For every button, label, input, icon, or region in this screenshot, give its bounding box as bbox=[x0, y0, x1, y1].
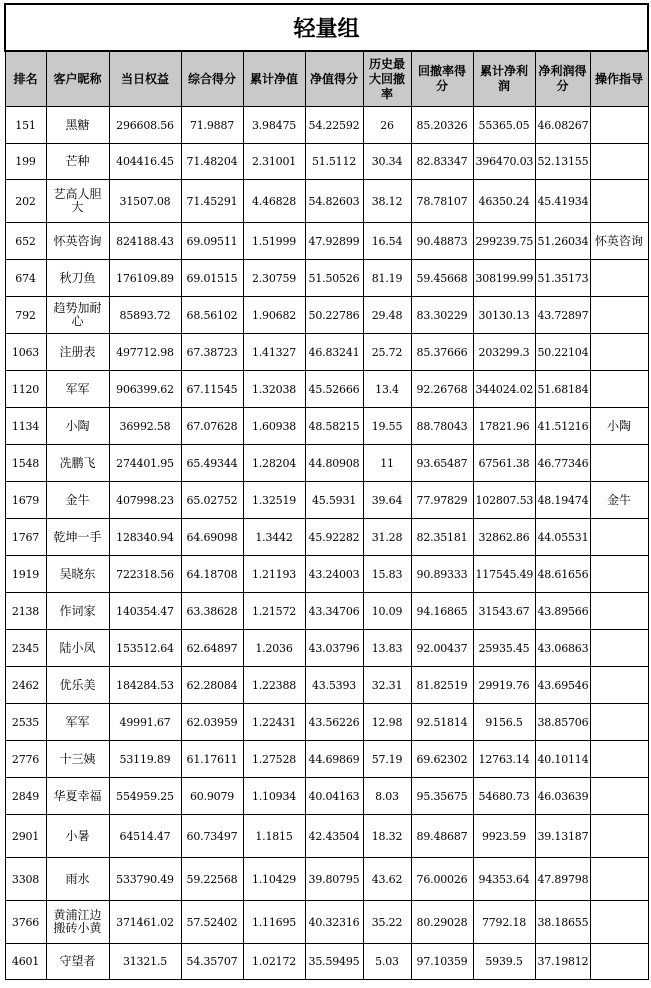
drawdown-score-cell: 83.30229 bbox=[411, 297, 473, 334]
profit-score-cell: 46.03639 bbox=[535, 778, 590, 815]
net-profit-cell: 117545.49 bbox=[473, 556, 535, 593]
drawdown-score-cell: 59.45668 bbox=[411, 260, 473, 297]
rank-cell: 2462 bbox=[5, 667, 46, 704]
rank-cell: 2776 bbox=[5, 741, 46, 778]
guidance-cell bbox=[590, 144, 648, 180]
drawdown-score-cell: 94.16865 bbox=[411, 593, 473, 630]
net-profit-cell: 308199.99 bbox=[473, 260, 535, 297]
guidance-cell bbox=[590, 593, 648, 630]
nickname-cell: 陆小凤 bbox=[46, 630, 109, 667]
max-drawdown-cell: 39.64 bbox=[363, 482, 411, 519]
nav-score-cell: 45.5931 bbox=[305, 482, 363, 519]
table-row bbox=[5, 180, 648, 223]
guidance-cell bbox=[590, 667, 648, 704]
table-row bbox=[5, 858, 648, 901]
nav-score-cell: 51.50526 bbox=[305, 260, 363, 297]
rank-cell: 1120 bbox=[5, 371, 46, 408]
drawdown-score-cell: 69.62302 bbox=[411, 741, 473, 778]
profit-score-cell: 51.35173 bbox=[535, 260, 590, 297]
guidance-cell bbox=[590, 297, 648, 334]
table-row bbox=[5, 667, 648, 704]
max-drawdown-cell: 32.31 bbox=[363, 667, 411, 704]
total-score-cell: 71.9887 bbox=[181, 107, 243, 144]
col-header-net-profit: 累计净利润 bbox=[473, 51, 535, 107]
guidance-cell: 小陶 bbox=[590, 408, 648, 445]
profit-score-cell: 50.22104 bbox=[535, 334, 590, 371]
profit-score-cell: 43.72897 bbox=[535, 297, 590, 334]
nav-score-cell: 43.24003 bbox=[305, 556, 363, 593]
equity-cell: 906399.62 bbox=[109, 371, 181, 408]
rank-cell: 1919 bbox=[5, 556, 46, 593]
net-profit-cell: 9923.59 bbox=[473, 815, 535, 858]
nav-cell: 4.46828 bbox=[243, 180, 305, 223]
drawdown-score-cell: 81.82519 bbox=[411, 667, 473, 704]
guidance-cell bbox=[590, 944, 648, 980]
rank-cell: 3766 bbox=[5, 901, 46, 944]
nav-score-cell: 48.58215 bbox=[305, 408, 363, 445]
nav-cell: 1.22431 bbox=[243, 704, 305, 741]
table-row bbox=[5, 334, 648, 371]
profit-score-cell: 52.13155 bbox=[535, 144, 590, 180]
profit-score-cell: 48.19474 bbox=[535, 482, 590, 519]
max-drawdown-cell: 35.22 bbox=[363, 901, 411, 944]
nickname-cell: 军军 bbox=[46, 371, 109, 408]
nickname-cell: 华夏幸福 bbox=[46, 778, 109, 815]
nav-cell: 1.1815 bbox=[243, 815, 305, 858]
guidance-cell bbox=[590, 107, 648, 144]
profit-score-cell: 44.05531 bbox=[535, 519, 590, 556]
rank-cell: 792 bbox=[5, 297, 46, 334]
profit-score-cell: 39.13187 bbox=[535, 815, 590, 858]
max-drawdown-cell: 26 bbox=[363, 107, 411, 144]
guidance-cell bbox=[590, 334, 648, 371]
net-profit-cell: 203299.3 bbox=[473, 334, 535, 371]
nickname-cell: 吴晓东 bbox=[46, 556, 109, 593]
guidance-cell bbox=[590, 519, 648, 556]
rank-cell: 202 bbox=[5, 180, 46, 223]
net-profit-cell: 102807.53 bbox=[473, 482, 535, 519]
rank-cell: 1767 bbox=[5, 519, 46, 556]
table-row bbox=[5, 901, 648, 944]
net-profit-cell: 67561.38 bbox=[473, 445, 535, 482]
table-row bbox=[5, 944, 648, 980]
net-profit-cell: 9156.5 bbox=[473, 704, 535, 741]
nickname-cell: 小陶 bbox=[46, 408, 109, 445]
drawdown-score-cell: 88.78043 bbox=[411, 408, 473, 445]
drawdown-score-cell: 77.97829 bbox=[411, 482, 473, 519]
nav-score-cell: 43.56226 bbox=[305, 704, 363, 741]
table-row bbox=[5, 815, 648, 858]
nickname-cell: 金牛 bbox=[46, 482, 109, 519]
max-drawdown-cell: 12.98 bbox=[363, 704, 411, 741]
total-score-cell: 65.49344 bbox=[181, 445, 243, 482]
guidance-cell bbox=[590, 704, 648, 741]
total-score-cell: 62.03959 bbox=[181, 704, 243, 741]
profit-score-cell: 51.68184 bbox=[535, 371, 590, 408]
equity-cell: 128340.94 bbox=[109, 519, 181, 556]
nav-cell: 1.51999 bbox=[243, 223, 305, 260]
nickname-cell: 怀英咨询 bbox=[46, 223, 109, 260]
drawdown-score-cell: 92.51814 bbox=[411, 704, 473, 741]
drawdown-score-cell: 89.48687 bbox=[411, 815, 473, 858]
nav-cell: 1.11695 bbox=[243, 901, 305, 944]
max-drawdown-cell: 8.03 bbox=[363, 778, 411, 815]
equity-cell: 404416.45 bbox=[109, 144, 181, 180]
nav-cell: 1.28204 bbox=[243, 445, 305, 482]
nav-cell: 1.90682 bbox=[243, 297, 305, 334]
rank-cell: 2849 bbox=[5, 778, 46, 815]
nav-cell: 1.21572 bbox=[243, 593, 305, 630]
total-score-cell: 69.09511 bbox=[181, 223, 243, 260]
nav-cell: 1.10934 bbox=[243, 778, 305, 815]
equity-cell: 296608.56 bbox=[109, 107, 181, 144]
net-profit-cell: 32862.86 bbox=[473, 519, 535, 556]
table-row bbox=[5, 741, 648, 778]
total-score-cell: 68.56102 bbox=[181, 297, 243, 334]
nav-score-cell: 46.83241 bbox=[305, 334, 363, 371]
nav-score-cell: 50.22786 bbox=[305, 297, 363, 334]
rank-cell: 1679 bbox=[5, 482, 46, 519]
drawdown-score-cell: 90.89333 bbox=[411, 556, 473, 593]
nav-cell: 1.2036 bbox=[243, 630, 305, 667]
drawdown-score-cell: 85.37666 bbox=[411, 334, 473, 371]
table-title: 轻量组 bbox=[5, 4, 648, 51]
guidance-cell bbox=[590, 556, 648, 593]
nav-score-cell: 43.03796 bbox=[305, 630, 363, 667]
rank-cell: 652 bbox=[5, 223, 46, 260]
max-drawdown-cell: 30.34 bbox=[363, 144, 411, 180]
nav-score-cell: 44.69869 bbox=[305, 741, 363, 778]
drawdown-score-cell: 85.20326 bbox=[411, 107, 473, 144]
rank-cell: 2901 bbox=[5, 815, 46, 858]
max-drawdown-cell: 31.28 bbox=[363, 519, 411, 556]
table-row bbox=[5, 519, 648, 556]
drawdown-score-cell: 90.48873 bbox=[411, 223, 473, 260]
rank-cell: 2138 bbox=[5, 593, 46, 630]
guidance-cell bbox=[590, 180, 648, 223]
equity-cell: 824188.43 bbox=[109, 223, 181, 260]
table-row bbox=[5, 223, 648, 260]
nav-score-cell: 54.82603 bbox=[305, 180, 363, 223]
table-row bbox=[5, 371, 648, 408]
drawdown-score-cell: 92.26768 bbox=[411, 371, 473, 408]
ranking-sheet bbox=[4, 3, 647, 980]
nickname-cell: 趋势加耐心 bbox=[46, 297, 109, 334]
col-header-drawdown-score: 回撤率得分 bbox=[411, 51, 473, 107]
rank-cell: 199 bbox=[5, 144, 46, 180]
col-header-profit-score: 净利润得分 bbox=[535, 51, 590, 107]
profit-score-cell: 43.69546 bbox=[535, 667, 590, 704]
drawdown-score-cell: 82.83347 bbox=[411, 144, 473, 180]
profit-score-cell: 38.18655 bbox=[535, 901, 590, 944]
guidance-cell bbox=[590, 630, 648, 667]
rank-cell: 2535 bbox=[5, 704, 46, 741]
nickname-cell: 十三姨 bbox=[46, 741, 109, 778]
nickname-cell: 小暑 bbox=[46, 815, 109, 858]
max-drawdown-cell: 57.19 bbox=[363, 741, 411, 778]
profit-score-cell: 45.41934 bbox=[535, 180, 590, 223]
nav-score-cell: 43.5393 bbox=[305, 667, 363, 704]
ranking-table bbox=[4, 3, 649, 980]
nav-cell: 1.27528 bbox=[243, 741, 305, 778]
total-score-cell: 60.73497 bbox=[181, 815, 243, 858]
net-profit-cell: 12763.14 bbox=[473, 741, 535, 778]
nav-score-cell: 45.52666 bbox=[305, 371, 363, 408]
col-header-nav-score: 净值得分 bbox=[305, 51, 363, 107]
nav-cell: 2.30759 bbox=[243, 260, 305, 297]
max-drawdown-cell: 43.62 bbox=[363, 858, 411, 901]
col-header-total-score: 综合得分 bbox=[181, 51, 243, 107]
total-score-cell: 71.48204 bbox=[181, 144, 243, 180]
nav-score-cell: 40.04163 bbox=[305, 778, 363, 815]
nickname-cell: 军军 bbox=[46, 704, 109, 741]
total-score-cell: 60.9079 bbox=[181, 778, 243, 815]
nav-score-cell: 45.92282 bbox=[305, 519, 363, 556]
rank-cell: 1548 bbox=[5, 445, 46, 482]
net-profit-cell: 46350.24 bbox=[473, 180, 535, 223]
profit-score-cell: 37.19812 bbox=[535, 944, 590, 980]
nickname-cell: 冼鹏飞 bbox=[46, 445, 109, 482]
table-row bbox=[5, 778, 648, 815]
total-score-cell: 67.11545 bbox=[181, 371, 243, 408]
profit-score-cell: 41.51216 bbox=[535, 408, 590, 445]
net-profit-cell: 55365.05 bbox=[473, 107, 535, 144]
net-profit-cell: 396470.03 bbox=[473, 144, 535, 180]
net-profit-cell: 5939.5 bbox=[473, 944, 535, 980]
guidance-cell bbox=[590, 815, 648, 858]
equity-cell: 722318.56 bbox=[109, 556, 181, 593]
equity-cell: 140354.47 bbox=[109, 593, 181, 630]
guidance-cell: 金牛 bbox=[590, 482, 648, 519]
equity-cell: 85893.72 bbox=[109, 297, 181, 334]
col-header-nav: 累计净值 bbox=[243, 51, 305, 107]
guidance-cell bbox=[590, 778, 648, 815]
max-drawdown-cell: 18.32 bbox=[363, 815, 411, 858]
rank-cell: 1063 bbox=[5, 334, 46, 371]
max-drawdown-cell: 16.54 bbox=[363, 223, 411, 260]
total-score-cell: 67.07628 bbox=[181, 408, 243, 445]
table-row bbox=[5, 556, 648, 593]
nav-score-cell: 44.80908 bbox=[305, 445, 363, 482]
equity-cell: 49991.67 bbox=[109, 704, 181, 741]
equity-cell: 31507.08 bbox=[109, 180, 181, 223]
equity-cell: 407998.23 bbox=[109, 482, 181, 519]
col-header-equity: 当日权益 bbox=[109, 51, 181, 107]
nav-cell: 2.31001 bbox=[243, 144, 305, 180]
max-drawdown-cell: 29.48 bbox=[363, 297, 411, 334]
table-row bbox=[5, 445, 648, 482]
net-profit-cell: 17821.96 bbox=[473, 408, 535, 445]
table-row bbox=[5, 408, 648, 445]
profit-score-cell: 51.26034 bbox=[535, 223, 590, 260]
nav-score-cell: 39.80795 bbox=[305, 858, 363, 901]
net-profit-cell: 7792.18 bbox=[473, 901, 535, 944]
equity-cell: 184284.53 bbox=[109, 667, 181, 704]
total-score-cell: 54.35707 bbox=[181, 944, 243, 980]
net-profit-cell: 344024.02 bbox=[473, 371, 535, 408]
col-header-guidance: 操作指导 bbox=[590, 51, 648, 107]
drawdown-score-cell: 82.35181 bbox=[411, 519, 473, 556]
profit-score-cell: 48.61656 bbox=[535, 556, 590, 593]
nav-cell: 1.02172 bbox=[243, 944, 305, 980]
table-row bbox=[5, 144, 648, 180]
nav-cell: 1.32038 bbox=[243, 371, 305, 408]
rank-cell: 1134 bbox=[5, 408, 46, 445]
col-header-max-drawdown: 历史最大回撤率 bbox=[363, 51, 411, 107]
drawdown-score-cell: 80.29028 bbox=[411, 901, 473, 944]
total-score-cell: 71.45291 bbox=[181, 180, 243, 223]
drawdown-score-cell: 78.78107 bbox=[411, 180, 473, 223]
total-score-cell: 62.64897 bbox=[181, 630, 243, 667]
equity-cell: 64514.47 bbox=[109, 815, 181, 858]
nickname-cell: 优乐美 bbox=[46, 667, 109, 704]
equity-cell: 53119.89 bbox=[109, 741, 181, 778]
table-row bbox=[5, 297, 648, 334]
total-score-cell: 61.17611 bbox=[181, 741, 243, 778]
total-score-cell: 69.01515 bbox=[181, 260, 243, 297]
profit-score-cell: 43.89566 bbox=[535, 593, 590, 630]
max-drawdown-cell: 38.12 bbox=[363, 180, 411, 223]
drawdown-score-cell: 93.65487 bbox=[411, 445, 473, 482]
table-row bbox=[5, 593, 648, 630]
header-row bbox=[5, 51, 648, 107]
drawdown-score-cell: 92.00437 bbox=[411, 630, 473, 667]
equity-cell: 36992.58 bbox=[109, 408, 181, 445]
max-drawdown-cell: 11 bbox=[363, 445, 411, 482]
net-profit-cell: 29919.76 bbox=[473, 667, 535, 704]
profit-score-cell: 38.85706 bbox=[535, 704, 590, 741]
max-drawdown-cell: 19.55 bbox=[363, 408, 411, 445]
nickname-cell: 守望者 bbox=[46, 944, 109, 980]
rank-cell: 2345 bbox=[5, 630, 46, 667]
guidance-cell bbox=[590, 858, 648, 901]
equity-cell: 274401.95 bbox=[109, 445, 181, 482]
drawdown-score-cell: 76.00026 bbox=[411, 858, 473, 901]
nickname-cell: 黑糖 bbox=[46, 107, 109, 144]
equity-cell: 176109.89 bbox=[109, 260, 181, 297]
nickname-cell: 乾坤一手 bbox=[46, 519, 109, 556]
table-row bbox=[5, 704, 648, 741]
nav-score-cell: 35.59495 bbox=[305, 944, 363, 980]
profit-score-cell: 43.06863 bbox=[535, 630, 590, 667]
guidance-cell bbox=[590, 741, 648, 778]
nav-cell: 1.60938 bbox=[243, 408, 305, 445]
rank-cell: 151 bbox=[5, 107, 46, 144]
nav-cell: 1.32519 bbox=[243, 482, 305, 519]
max-drawdown-cell: 13.83 bbox=[363, 630, 411, 667]
table-row bbox=[5, 630, 648, 667]
net-profit-cell: 54680.73 bbox=[473, 778, 535, 815]
equity-cell: 31321.5 bbox=[109, 944, 181, 980]
nav-cell: 1.22388 bbox=[243, 667, 305, 704]
rank-cell: 674 bbox=[5, 260, 46, 297]
net-profit-cell: 94353.64 bbox=[473, 858, 535, 901]
nav-score-cell: 51.5112 bbox=[305, 144, 363, 180]
nickname-cell: 秋刀鱼 bbox=[46, 260, 109, 297]
table-body bbox=[5, 107, 648, 980]
nav-score-cell: 47.92899 bbox=[305, 223, 363, 260]
nickname-cell: 黄浦江边搬砖小黄 bbox=[46, 901, 109, 944]
equity-cell: 533790.49 bbox=[109, 858, 181, 901]
nav-cell: 1.41327 bbox=[243, 334, 305, 371]
nav-cell: 1.10429 bbox=[243, 858, 305, 901]
equity-cell: 554959.25 bbox=[109, 778, 181, 815]
total-score-cell: 59.22568 bbox=[181, 858, 243, 901]
nav-score-cell: 54.22592 bbox=[305, 107, 363, 144]
profit-score-cell: 46.08267 bbox=[535, 107, 590, 144]
max-drawdown-cell: 5.03 bbox=[363, 944, 411, 980]
nickname-cell: 注册表 bbox=[46, 334, 109, 371]
total-score-cell: 57.52402 bbox=[181, 901, 243, 944]
net-profit-cell: 299239.75 bbox=[473, 223, 535, 260]
equity-cell: 497712.98 bbox=[109, 334, 181, 371]
nav-score-cell: 43.34706 bbox=[305, 593, 363, 630]
max-drawdown-cell: 25.72 bbox=[363, 334, 411, 371]
nickname-cell: 艺高人胆大 bbox=[46, 180, 109, 223]
equity-cell: 153512.64 bbox=[109, 630, 181, 667]
nav-cell: 1.3442 bbox=[243, 519, 305, 556]
profit-score-cell: 40.10114 bbox=[535, 741, 590, 778]
total-score-cell: 67.38723 bbox=[181, 334, 243, 371]
nav-cell: 3.98475 bbox=[243, 107, 305, 144]
drawdown-score-cell: 97.10359 bbox=[411, 944, 473, 980]
nav-cell: 1.21193 bbox=[243, 556, 305, 593]
nickname-cell: 作词家 bbox=[46, 593, 109, 630]
net-profit-cell: 30130.13 bbox=[473, 297, 535, 334]
col-header-rank: 排名 bbox=[5, 51, 46, 107]
net-profit-cell: 25935.45 bbox=[473, 630, 535, 667]
col-header-nickname: 客户昵称 bbox=[46, 51, 109, 107]
table-row bbox=[5, 482, 648, 519]
max-drawdown-cell: 13.4 bbox=[363, 371, 411, 408]
total-score-cell: 62.28084 bbox=[181, 667, 243, 704]
rank-cell: 4601 bbox=[5, 944, 46, 980]
guidance-cell bbox=[590, 901, 648, 944]
guidance-cell: 怀英咨询 bbox=[590, 223, 648, 260]
total-score-cell: 64.18708 bbox=[181, 556, 243, 593]
nav-score-cell: 40.32316 bbox=[305, 901, 363, 944]
profit-score-cell: 46.77346 bbox=[535, 445, 590, 482]
guidance-cell bbox=[590, 371, 648, 408]
profit-score-cell: 47.89798 bbox=[535, 858, 590, 901]
table-row bbox=[5, 107, 648, 144]
total-score-cell: 64.69098 bbox=[181, 519, 243, 556]
nickname-cell: 芒种 bbox=[46, 144, 109, 180]
equity-cell: 371461.02 bbox=[109, 901, 181, 944]
guidance-cell bbox=[590, 445, 648, 482]
drawdown-score-cell: 95.35675 bbox=[411, 778, 473, 815]
table-row bbox=[5, 260, 648, 297]
max-drawdown-cell: 15.83 bbox=[363, 556, 411, 593]
net-profit-cell: 31543.67 bbox=[473, 593, 535, 630]
total-score-cell: 65.02752 bbox=[181, 482, 243, 519]
nickname-cell: 雨水 bbox=[46, 858, 109, 901]
rank-cell: 3308 bbox=[5, 858, 46, 901]
max-drawdown-cell: 10.09 bbox=[363, 593, 411, 630]
nav-score-cell: 42.43504 bbox=[305, 815, 363, 858]
max-drawdown-cell: 81.19 bbox=[363, 260, 411, 297]
guidance-cell bbox=[590, 260, 648, 297]
total-score-cell: 63.38628 bbox=[181, 593, 243, 630]
